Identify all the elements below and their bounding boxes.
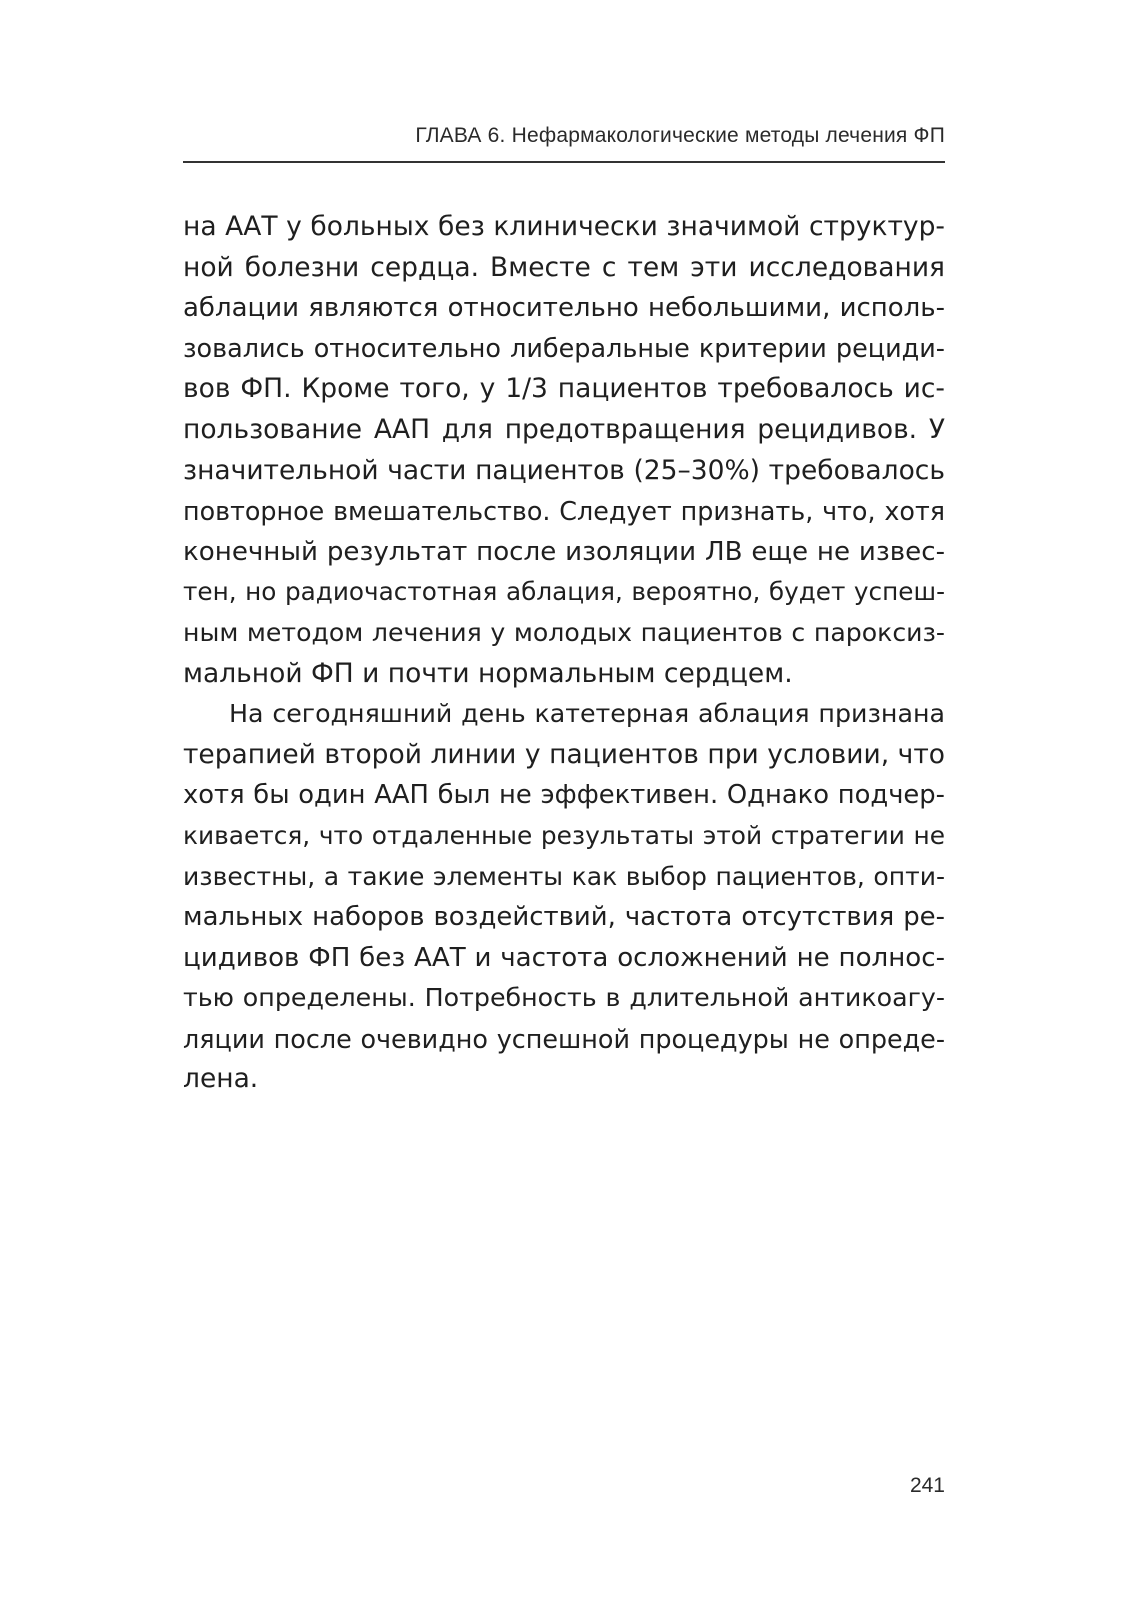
text-line: пользование ААП для предотвращения рецидивов. У xyxy=(183,413,945,445)
text-line: хотя бы один ААП был не эффективен. Однако подчер- xyxy=(183,780,945,811)
text-line: ной болезни сердца. Вместе с тем эти исследования xyxy=(183,251,945,283)
text-line: ляции после очевидно успешной процедуры не опреде- xyxy=(183,1023,945,1054)
text-line: На сегодняшний день катетерная аблация признана xyxy=(229,699,945,729)
paragraph-2 xyxy=(183,694,945,1100)
page-number: 241 xyxy=(909,1474,945,1497)
text-line: тен, но радиочастотная аблация, вероятно, будет успеш- xyxy=(183,577,945,607)
text-line: аблации являются относительно небольшими, исполь- xyxy=(183,293,945,324)
text-line: вов ФП. Кроме того, у 1/3 пациентов требовалось ис- xyxy=(183,373,945,405)
text-line: ным методом лечения у молодых пациентов с пароксиз- xyxy=(183,617,945,647)
running-head: ГЛАВА 6. Нефармакологические методы лечения ФП xyxy=(415,124,945,147)
paragraph-1 xyxy=(183,207,945,694)
text-line: кивается, что отдаленные результаты этой стратегии не xyxy=(183,820,945,850)
header-rule xyxy=(183,161,945,163)
text-line: зовались относительно либеральные критерии рециди- xyxy=(183,333,945,364)
text-line: на ААТ у больных без клинически значимой структур- xyxy=(183,211,945,242)
text-line: мальных наборов воздействий, частота отсутствия ре- xyxy=(183,902,945,933)
text-line: значительной части пациентов (25–30%) требовалось xyxy=(183,454,945,486)
text-line: тью определены. Потребность в длительной антикоагу- xyxy=(183,983,945,1013)
text-line: известны, а такие элементы как выбор пациентов, опти- xyxy=(183,861,945,891)
text-line: терапией второй линии у пациентов при условии, что xyxy=(183,738,945,770)
body-text xyxy=(183,207,945,1100)
text-line: мальной ФП и почти нормальным сердцем. xyxy=(183,657,793,689)
text-line: повторное вмешательство. Следует признать, что, хотя xyxy=(183,496,945,527)
text-line: лена. xyxy=(183,1063,259,1095)
text-line: конечный результат после изоляции ЛВ еще не извес- xyxy=(183,536,945,567)
text-line: цидивов ФП без ААТ и частота осложнений не полнос- xyxy=(183,942,945,973)
